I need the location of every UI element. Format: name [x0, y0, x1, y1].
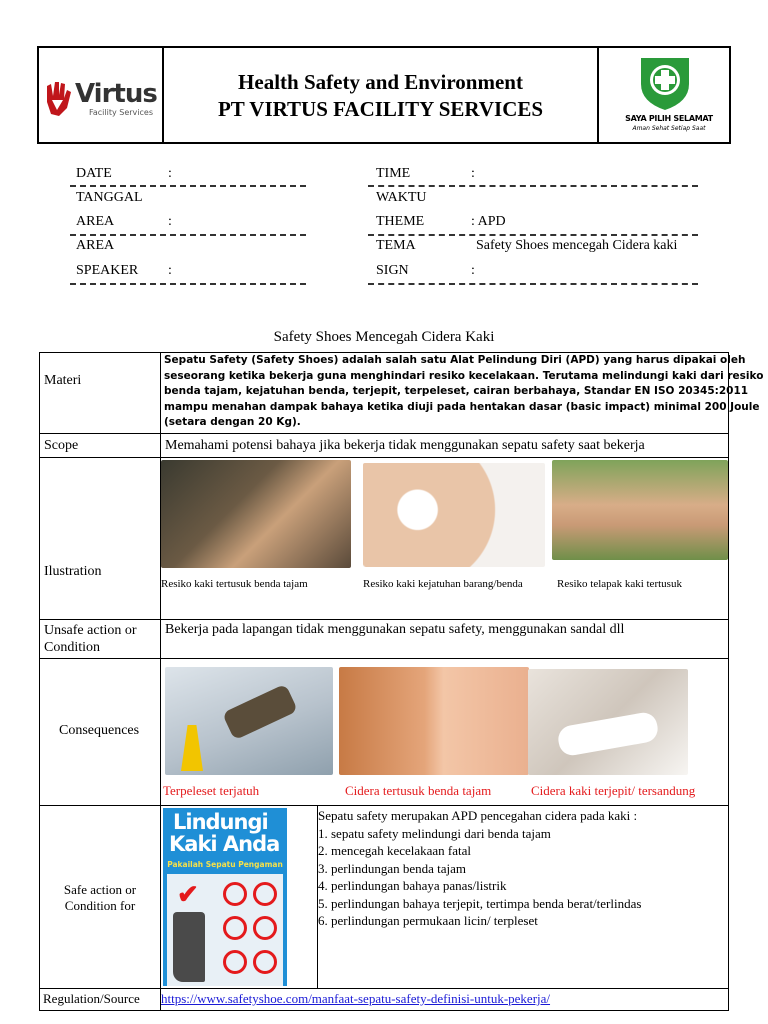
prohibited-shoe-icon	[253, 882, 277, 906]
unsafe-label-line: Condition	[44, 640, 101, 655]
safe-label	[40, 882, 160, 914]
theme-label: THEME	[376, 214, 425, 229]
materi-line: (setara dengan 20 Kg).	[164, 416, 301, 428]
safe-label-line: Condition for	[64, 898, 136, 913]
consequence-caption: Terpeleset terjatuh	[163, 783, 260, 798]
consequences-label-cell	[39, 658, 161, 806]
consequence-caption: Cidera kaki terjepit/ tersandung	[531, 783, 696, 798]
safe-intro: Sepatu safety merupakan APD pencegahan cidera pada kaki :	[318, 808, 638, 823]
area-colon: :	[168, 214, 172, 229]
safe-item: 1. sepatu safety melindungi dari benda tajam	[318, 825, 551, 841]
regulation-label: Regulation/Source	[43, 991, 140, 1006]
illustration-caption: Resiko kaki kejatuhan barang/benda	[363, 578, 523, 590]
consequence-caption: Cidera tertusuk benda tajam	[345, 783, 492, 798]
theme-line	[368, 234, 698, 236]
area-line	[70, 234, 306, 236]
materi-line: Sepatu Safety (Safety Shoes) adalah salah satu Alat Pelindung Diri (APD) yang harus dipakai oleh	[164, 354, 746, 366]
safety-poster	[163, 808, 287, 986]
safe-item: 4. perlindungan bahaya panas/listrik	[318, 878, 507, 893]
sign-colon: :	[471, 263, 475, 278]
poster-line1: Lindungi	[173, 810, 268, 834]
logo-brand: Virtus	[75, 79, 157, 109]
materi-line: mampu menahan dampak bahaya ketika diuji pada hentakan dasar (basic impact) minimal 200 Joule	[164, 400, 760, 413]
materi-text-cell	[160, 352, 764, 434]
materi-label: Materi	[44, 373, 82, 388]
virtus-logo	[43, 78, 159, 120]
illustration-cell	[160, 457, 729, 620]
speaker-line	[70, 283, 306, 285]
scope-label-cell	[39, 433, 161, 458]
tanggal-label: TANGGAL	[76, 190, 143, 205]
logo-sub: Facility Services	[89, 108, 153, 117]
time-label: TIME	[376, 166, 411, 181]
unsafe-text: Bekerja pada lapangan tidak menggunakan sepatu safety, menggunakan sandal dll	[165, 622, 625, 637]
saya-pilih-selamat-logo	[603, 54, 727, 138]
safe-text-cell	[317, 805, 729, 989]
logo-right-line2: Aman Sehat Setiap Saat	[632, 125, 706, 132]
date-line	[70, 185, 306, 187]
sign-label: SIGN	[376, 263, 409, 278]
illustration-label-cell	[39, 457, 161, 620]
photo-foot-pierced	[161, 460, 351, 568]
photo-slip-fall	[165, 667, 333, 775]
logo-right-line1: SAYA PILIH SELAMAT	[625, 114, 713, 123]
speaker-label: SPEAKER	[76, 263, 139, 278]
photo-injured-foot	[339, 667, 529, 775]
header-divider	[597, 48, 599, 142]
safe-item: 3. perlindungan benda tajam	[318, 860, 467, 876]
scope-text-cell	[160, 433, 729, 458]
poster-cell	[160, 805, 318, 989]
illustration-label: Ilustration	[44, 564, 102, 579]
safe-item: 6. perlindungan permukaan licin/ terpleset	[318, 913, 538, 928]
regulation-label-cell	[39, 988, 161, 1011]
safety-boot-icon	[173, 912, 205, 982]
falling-worker-figure	[222, 684, 298, 741]
safe-item: 5. perlindungan bahaya terjepit, tertimpa benda berat/terlindas	[318, 895, 642, 911]
checkmark-icon: ✔	[177, 880, 199, 909]
poster-line3: Pakailah Sepatu Pengaman	[167, 860, 283, 869]
photo-foot-cast	[528, 669, 688, 775]
unsafe-label-cell	[39, 619, 161, 659]
header-company: PT VIRTUS FACILITY SERVICES	[217, 97, 544, 121]
poster-line2: Kaki Anda	[169, 832, 280, 856]
waktu-label: WAKTU	[376, 190, 427, 205]
illustration-caption: Resiko kaki tertusuk benda tajam	[161, 578, 308, 590]
time-colon: :	[471, 166, 475, 181]
area2-label: AREA	[76, 238, 115, 253]
materi-line: seseorang ketika bekerja guna menghindari resiko kecelakaan. Terutama melindungi kaki dari resiko	[164, 369, 764, 382]
speaker-colon: :	[168, 263, 172, 278]
poster-panel	[167, 874, 283, 986]
safe-label-line: Safe action or	[63, 882, 137, 897]
virtus-hand-icon	[43, 78, 73, 118]
consequences-cell	[160, 658, 729, 806]
date-label: DATE	[76, 166, 112, 181]
scope-label: Scope	[44, 438, 79, 453]
theme-value: : APD	[471, 214, 506, 229]
materi-text	[164, 353, 763, 431]
sign-line	[368, 283, 698, 285]
prohibited-slipper-icon	[223, 916, 247, 940]
illustration-caption: Resiko telapak kaki tertusuk	[557, 578, 682, 590]
unsafe-label	[44, 622, 137, 656]
header-divider	[162, 48, 164, 142]
area-label: AREA	[76, 214, 115, 229]
prohibited-sneaker-icon	[253, 916, 277, 940]
source-link[interactable]: https://www.safetyshoe.com/manfaat-sepatu-safety-definisi-untuk-pekerja/	[161, 991, 551, 1006]
regulation-link-cell	[160, 988, 729, 1011]
prohibited-heel-icon	[253, 950, 277, 974]
safe-text	[318, 807, 641, 930]
header-box	[37, 46, 731, 144]
wet-floor-sign-icon	[181, 725, 203, 771]
prohibited-sandal-icon	[223, 882, 247, 906]
date-colon: :	[168, 166, 172, 181]
tema-label: TEMA	[376, 238, 416, 253]
materi-label-cell	[39, 352, 161, 434]
time-line	[368, 185, 698, 187]
photo-bandaged-toe	[363, 463, 545, 567]
section-title: Safety Shoes Mencegah Cidera Kaki	[273, 329, 495, 345]
prohibited-flipflop-icon	[223, 950, 247, 974]
consequences-label: Consequences	[59, 723, 140, 738]
cast-shape	[556, 711, 660, 758]
unsafe-label-line: Unsafe action or	[44, 623, 137, 638]
header-title: Health Safety and Environment	[238, 70, 523, 94]
tema-value: Safety Shoes mencegah Cidera kaki	[476, 238, 678, 253]
safe-label-cell	[39, 805, 161, 989]
photo-foot-nail	[552, 460, 728, 560]
scope-text: Memahami potensi bahaya jika bekerja tidak menggunakan sepatu safety saat bekerja	[165, 438, 645, 453]
safe-item: 2. mencegah kecelakaan fatal	[318, 843, 472, 858]
unsafe-text-cell	[160, 619, 729, 659]
materi-line: benda tajam, kejatuhan benda, terjepit, terpeleset, cairan berbahaya, Standar EN ISO 20345:2011	[164, 385, 749, 397]
safety-cross-emblem-icon	[635, 54, 695, 112]
